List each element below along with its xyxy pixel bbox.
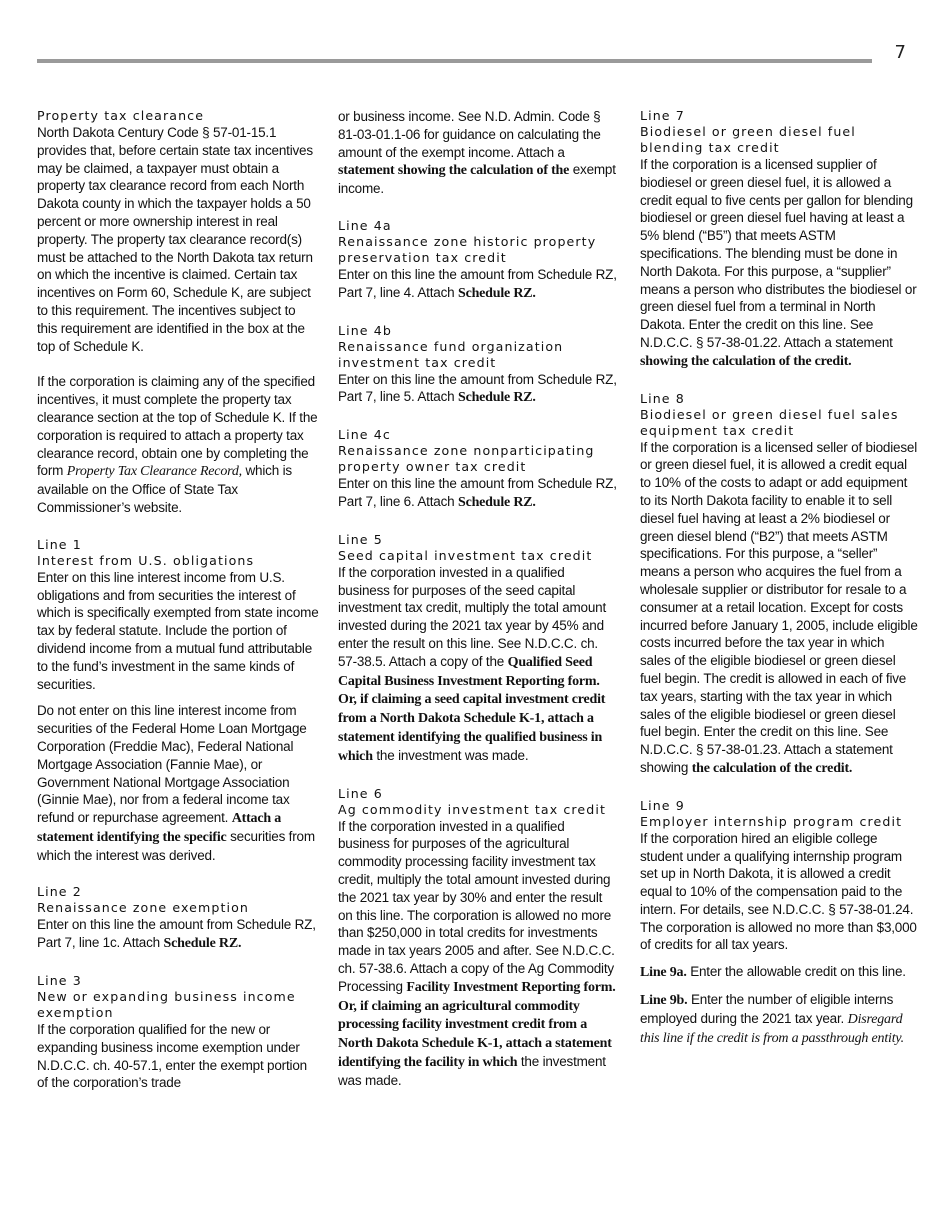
line-label: Line 4a <box>338 217 392 233</box>
paragraph: or business income. See N.D. Admin. Code § 81-03-01.1-06 for guidance on calculating the amount of the exempt income. Attach a statement showing the calculation of the exempt income. <box>338 109 616 197</box>
line-label: Line 2 <box>37 884 82 900</box>
section-line-1 <box>37 537 319 865</box>
paragraph: Enter on this line interest income from U.S. obligations and from securities the interest of which is specifically exempted from state income tax by federal statute. Include the portion of dividend income from a mutual fund attributable to the fund’s investment in the same kinds of securities. <box>37 569 319 692</box>
paragraph: If the corporation is a licensed seller of biodiesel or green diesel fuel, it is allowed a credit equal to 10% of the costs to adapt or add equipment to its North Dakota facility to enable it to sell diesel fuel having at least a 2% biodiesel or green diesel blend (“B2”) that meets ASTM specifications. For this purpose, a “seller” means a person who acquires the fuel from a wholesale supplier or distributor for resale to a consumer at a retail location. Except for costs incurred before January 1, 2005, include eligible costs incurred before the tax year in which sales of the eligible biodiesel or green diesel fuel begin. The credit is allowed in each of five tax years, starting with the tax year in which sales of the eligible biodiesel or green diesel fuel begin. Enter the credit on this line. See N.D.C.C. § 57-38-01.23. Attach a statement showing the calculation of the credit. <box>640 439 918 776</box>
line-label: Line 8 <box>640 390 685 406</box>
paragraph: If the corporation invested in a qualified business for purposes of the agricultural commodity processing facility investment tax credit, multiply the total amount invested during the 2021 tax year by 30% and enter the result on this line. The corporation is allowed no more than $250,000 in total credits for investments made in tax years 2005 and after. See N.D.C.C. ch. 57-38.6. Attach a copy of the Ag Commodity Processing Facility Investment Reporting form. Or, if claiming an agricultural commodity processing facility investment credit from a North Dakota Schedule K-1, attach a statement identifying the facility in which the investment was made. <box>338 818 616 1088</box>
column-2 <box>338 108 618 1109</box>
line-label: Line 1 <box>37 536 82 552</box>
line-label: Line 4b <box>338 322 392 338</box>
section-line-6 <box>338 786 618 1090</box>
line-label: Line 6 <box>338 785 383 801</box>
section-heading: Renaissance zone historic property preservation tax credit <box>338 233 597 265</box>
paragraph: Enter on this line the amount from Schedule RZ, Part 7, line 1c. Attach Schedule RZ. <box>37 917 316 952</box>
section-line-7 <box>640 108 918 371</box>
section-line-5 <box>338 532 618 766</box>
line-label: Line 3 <box>37 973 82 989</box>
paragraph: Line 9b. Enter the number of eligible interns employed during the 2021 tax year. Disregard this line if the credit is from a passthrough entity. <box>640 992 904 1046</box>
section-heading: New or expanding business income exemption <box>37 989 296 1021</box>
page-number: 7 <box>894 42 906 63</box>
section-heading: Employer internship program credit <box>640 813 903 829</box>
section-heading: Property tax clearance <box>37 108 205 123</box>
line-label: Line 4c <box>338 427 391 443</box>
section-heading: Renaissance zone nonparticipating property owner tax credit <box>338 443 595 475</box>
section-line-8 <box>640 391 918 778</box>
paragraph: Do not enter on this line interest income from securities of the Federal Home Loan Mortgage Corporation (Freddie Mac), Federal National Mortgage Association (Fannie Mae), or Government National Mortgage Association (Ginnie Mae), nor from a federal income tax refund or repurchase agreement. Attach a statement identifying the specific securities from which the interest was derived. <box>37 703 315 863</box>
paragraph: If the corporation qualified for the new or expanding business income exemption under N.D.C.C. ch. 40-57.1, enter the exempt portion of the corporation’s trade <box>37 1022 307 1091</box>
section-heading: Biodiesel or green diesel fuel sales equipment tax credit <box>640 406 899 438</box>
paragraph: If the corporation is claiming any of the specified incentives, it must complete the property tax clearance section at the top of Schedule K. If the corporation is required to attach a property tax clearance record, obtain one by completing the form Property Tax Clearance Record, which is available on the Office of State Tax Commissioner’s website. <box>37 374 318 515</box>
paragraph: Enter on this line the amount from Schedule RZ, Part 7, line 4. Attach Schedule RZ. <box>338 266 617 301</box>
section-line-4c <box>338 427 618 512</box>
section-line-3-continued <box>338 108 618 198</box>
paragraph: Line 9a. Enter the allowable credit on this line. <box>640 964 906 981</box>
section-line-4a <box>338 218 618 303</box>
section-property-tax-clearance <box>37 108 319 517</box>
paragraph: If the corporation is a licensed supplier of biodiesel or green diesel fuel, it is allowed a credit equal to five cents per gallon for blending biodiesel or green diesel fuel having at least a 5% blend (“B5”) that meets ASTM specifications. The blending must be done in North Dakota. For this purpose, a “supplier” means a person who distributes the biodiesel or green diesel fuel from a terminal in North Dakota. Enter the credit on this line. See N.D.C.C. § 57-38-01.22. Attach a statement showing the calculation of the credit. <box>640 157 917 369</box>
section-heading: Seed capital investment tax credit <box>338 547 593 563</box>
section-line-4b <box>338 323 618 408</box>
section-heading: Interest from U.S. obligations <box>37 552 255 568</box>
paragraph: Enter on this line the amount from Schedule RZ, Part 7, line 6. Attach Schedule RZ. <box>338 476 617 510</box>
section-heading: Biodiesel or green diesel fuel blending tax credit <box>640 124 856 155</box>
column-1 <box>37 108 319 1112</box>
column-3 <box>640 108 918 1067</box>
section-line-9 <box>640 798 918 1048</box>
section-heading: Renaissance fund organization investment tax credit <box>338 338 564 370</box>
paragraph: If the corporation invested in a qualified business for purposes of the seed capital investment tax credit, multiply the total amount invested during the 2021 tax year by 45% and enter the result on this line. See N.D.C.C. ch. 57-38.5. Attach a copy of the Qualified Seed Capital Business Investment Reporting form. Or, if claiming a seed capital investment credit from a North Dakota Schedule K-1, attach a statement identifying the qualified business in which the investment was made. <box>338 564 607 764</box>
line-label: Line 7 <box>640 108 685 123</box>
section-heading: Renaissance zone exemption <box>37 900 250 916</box>
section-line-3 <box>37 973 319 1092</box>
section-heading: Ag commodity investment tax credit <box>338 801 607 817</box>
header-rule <box>37 59 872 63</box>
line-label: Line 5 <box>338 531 383 547</box>
paragraph: If the corporation hired an eligible college student under a qualifying internship program set up in North Dakota, it is allowed a credit equal to 10% of the compensation paid to the intern. For details, see N.D.C.C. § 57-38-01.24. The corporation is allowed no more than $3,000 of credits for all tax years. <box>640 830 917 953</box>
paragraph: Enter on this line the amount from Schedule RZ, Part 7, line 5. Attach Schedule RZ. <box>338 371 617 406</box>
line-label: Line 9 <box>640 797 685 813</box>
section-line-2 <box>37 884 319 953</box>
paragraph: North Dakota Century Code § 57-01-15.1 provides that, before certain state tax incentives may be claimed, a taxpayer must obtain a property tax clearance record from each North Dakota county in which the taxpayer holds a 50 percent or more ownership interest in real property. The property tax clearance record(s) must be attached to the North Dakota tax return on which the incentive is claimed. Certain tax incentives on Form 60, Schedule K, are subject to this requirement. The incentives subject to this requirement are identified in the box at the top of Schedule K. <box>37 125 313 354</box>
